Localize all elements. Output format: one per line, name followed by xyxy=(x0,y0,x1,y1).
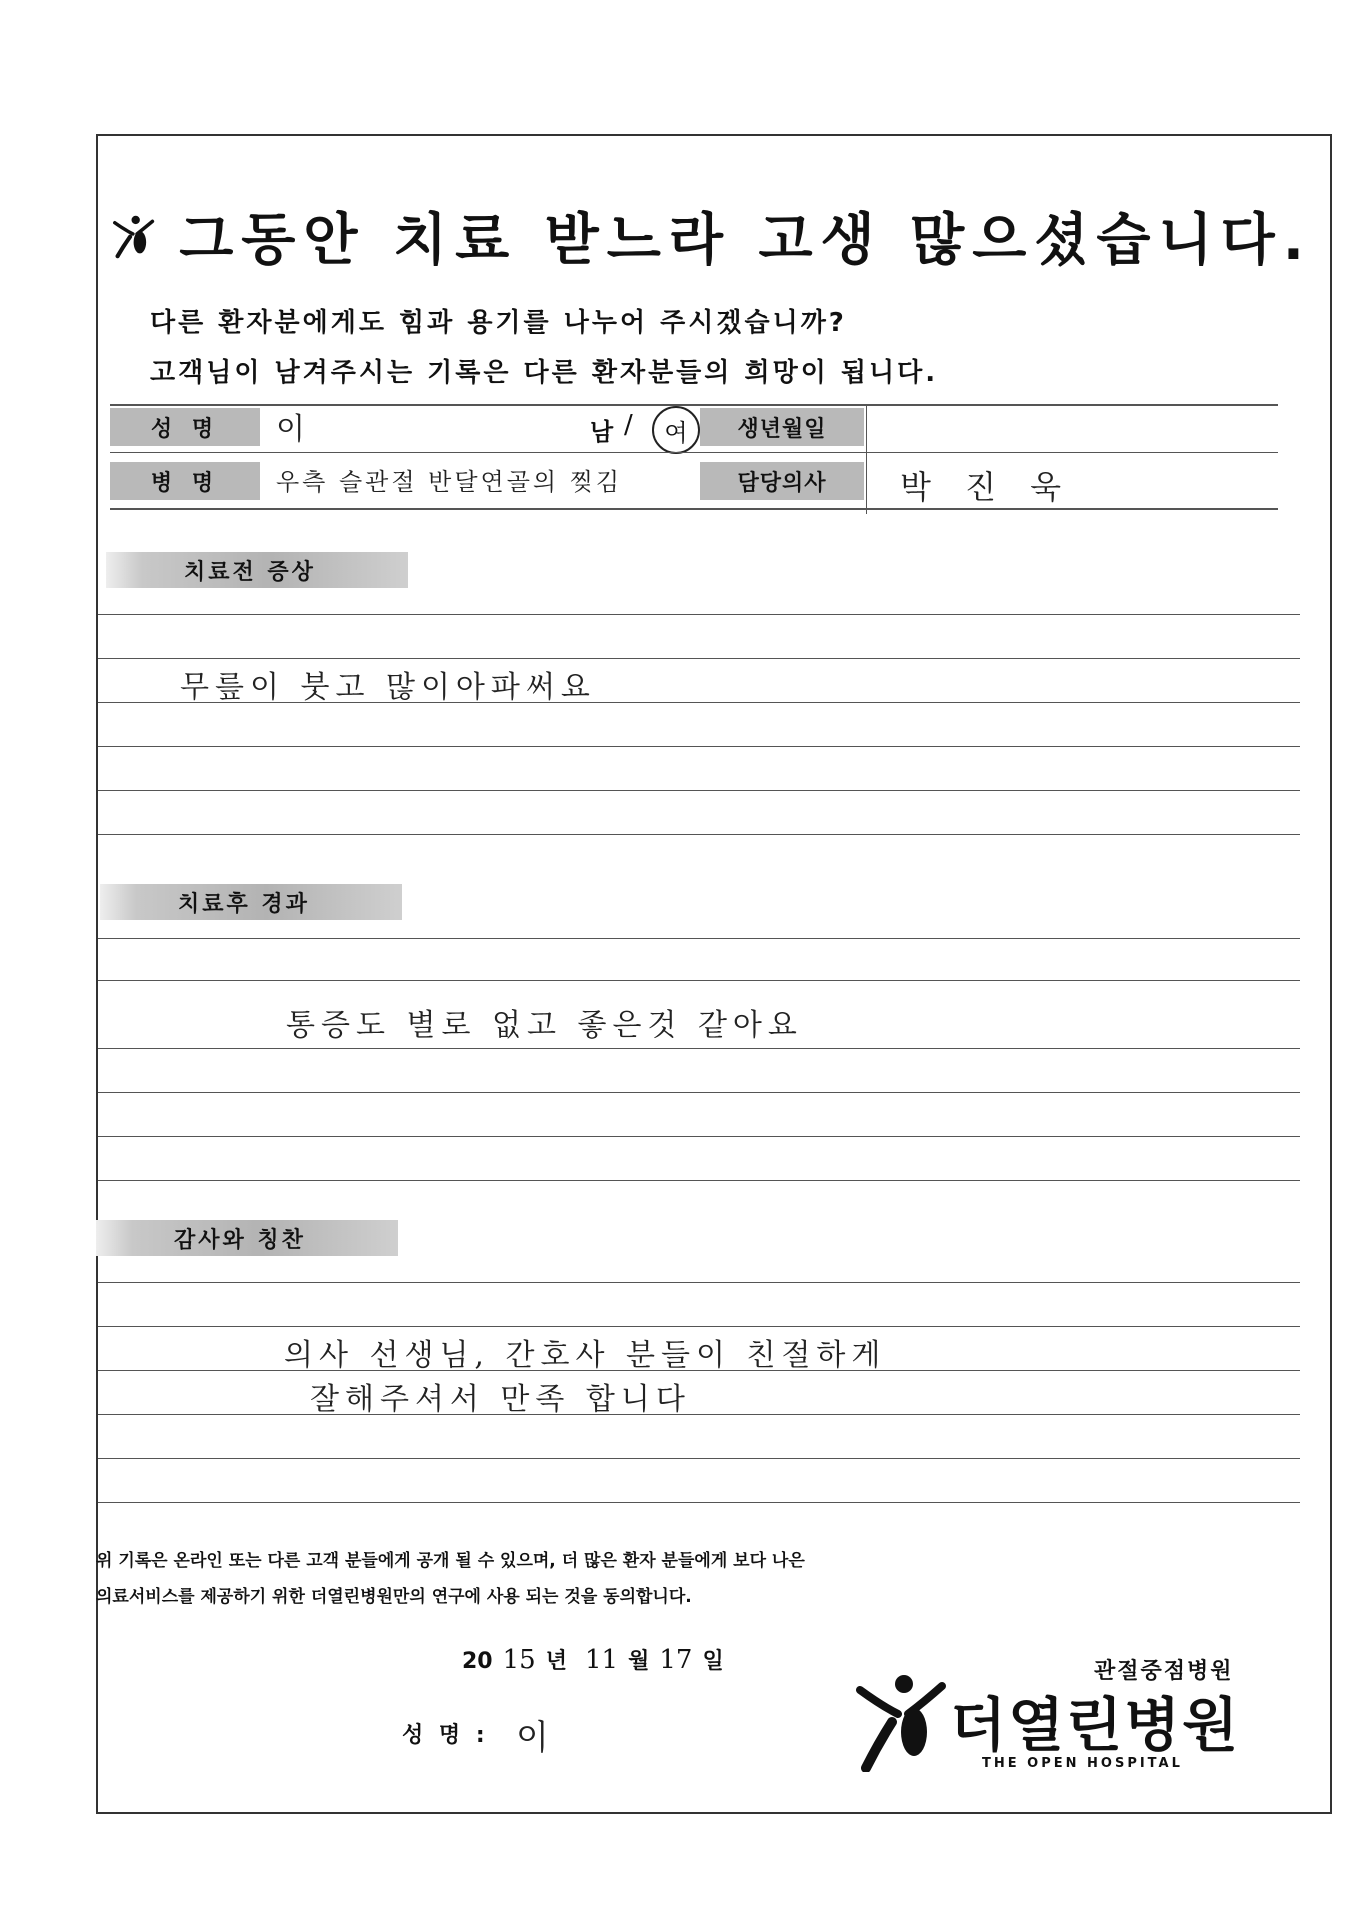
date-row xyxy=(462,1644,724,1675)
ruled-line xyxy=(98,614,1300,615)
date-month-handwritten: 11 xyxy=(584,1645,619,1675)
disease-value: 우측 슬관절 반달연골의 찢김 xyxy=(276,468,623,496)
ruled-line xyxy=(98,1048,1300,1049)
info-rule-middle xyxy=(110,452,1278,453)
hospital-logo-figure-icon xyxy=(856,1668,946,1772)
signature-label: 성 명 : xyxy=(402,1723,489,1748)
date-year-unit: 년 xyxy=(545,1649,567,1674)
info-divider xyxy=(866,404,867,514)
after-treatment-text: 통증도 별로 없고 좋은것 같아요 xyxy=(286,1008,803,1043)
ruled-line xyxy=(98,834,1300,835)
after-treatment-label: 치료후 경과 xyxy=(100,884,402,920)
birth-label: 생년월일 xyxy=(700,408,864,446)
gender-female-selected: 여 xyxy=(652,406,700,454)
ruled-line xyxy=(98,1136,1300,1137)
ruled-line xyxy=(98,1282,1300,1283)
ruled-line xyxy=(98,790,1300,791)
doctor-label: 담당의사 xyxy=(700,462,864,500)
thanks-label: 감사와 칭찬 xyxy=(96,1220,398,1256)
logo-english: THE OPEN HOSPITAL xyxy=(982,1756,1183,1771)
ruled-line xyxy=(98,746,1300,747)
date-year-prefix: 20 xyxy=(462,1649,493,1674)
ruled-line xyxy=(98,938,1300,939)
name-value: 이 xyxy=(276,412,311,447)
intro-line-2: 고객님이 남겨주시는 기록은 다른 환자분들의 희망이 됩니다. xyxy=(150,358,939,388)
date-day-unit: 일 xyxy=(702,1649,724,1674)
hospital-logo-icon xyxy=(112,203,155,269)
ruled-line xyxy=(98,1092,1300,1093)
date-month-unit: 월 xyxy=(628,1649,650,1674)
page-title: 그동안 치료 받느라 고생 많으셨습니다. xyxy=(179,208,1312,273)
info-rule-bottom xyxy=(110,508,1278,510)
ruled-line xyxy=(98,658,1300,659)
name-label: 성 명 xyxy=(110,408,260,446)
gender-male: 남 xyxy=(590,418,614,446)
gender-separator: / xyxy=(624,410,633,440)
thanks-text-line-2: 잘해주셔서 만족 합니다 xyxy=(310,1382,691,1417)
consent-line-1: 위 기록은 온라인 또는 다른 고객 분들에게 공개 될 수 있으며, 더 많은 환자 분들에게 보다 나은 xyxy=(96,1551,805,1571)
logo-name: 더열린병원 xyxy=(950,1691,1241,1759)
date-year-handwritten: 15 xyxy=(502,1645,536,1675)
thanks-text-line-1: 의사 선생님, 간호사 분들이 친절하게 xyxy=(284,1338,887,1373)
ruled-line xyxy=(98,1414,1300,1415)
ruled-line xyxy=(98,1326,1300,1327)
before-treatment-label: 치료전 증상 xyxy=(106,552,408,588)
before-treatment-text: 무릎이 붓고 많이아파써요 xyxy=(180,670,596,705)
date-day-handwritten: 17 xyxy=(659,1645,693,1675)
ruled-line xyxy=(98,980,1300,981)
intro-line-1: 다른 환자분에게도 힘과 용기를 나누어 주시겠습니까? xyxy=(150,308,847,338)
signature-value: 이 xyxy=(516,1718,555,1758)
consent-line-2: 의료서비스를 제공하기 위한 더열린병원만의 연구에 사용 되는 것을 동의합니다. xyxy=(96,1587,692,1607)
doctor-value: 박 진 욱 xyxy=(900,468,1074,506)
ruled-line xyxy=(98,1180,1300,1181)
disease-label: 병 명 xyxy=(110,462,260,500)
ruled-line xyxy=(98,1458,1300,1459)
title-row xyxy=(112,196,1312,276)
logo-tagline: 관절중점병원 xyxy=(1094,1659,1234,1684)
ruled-line xyxy=(98,1502,1300,1503)
